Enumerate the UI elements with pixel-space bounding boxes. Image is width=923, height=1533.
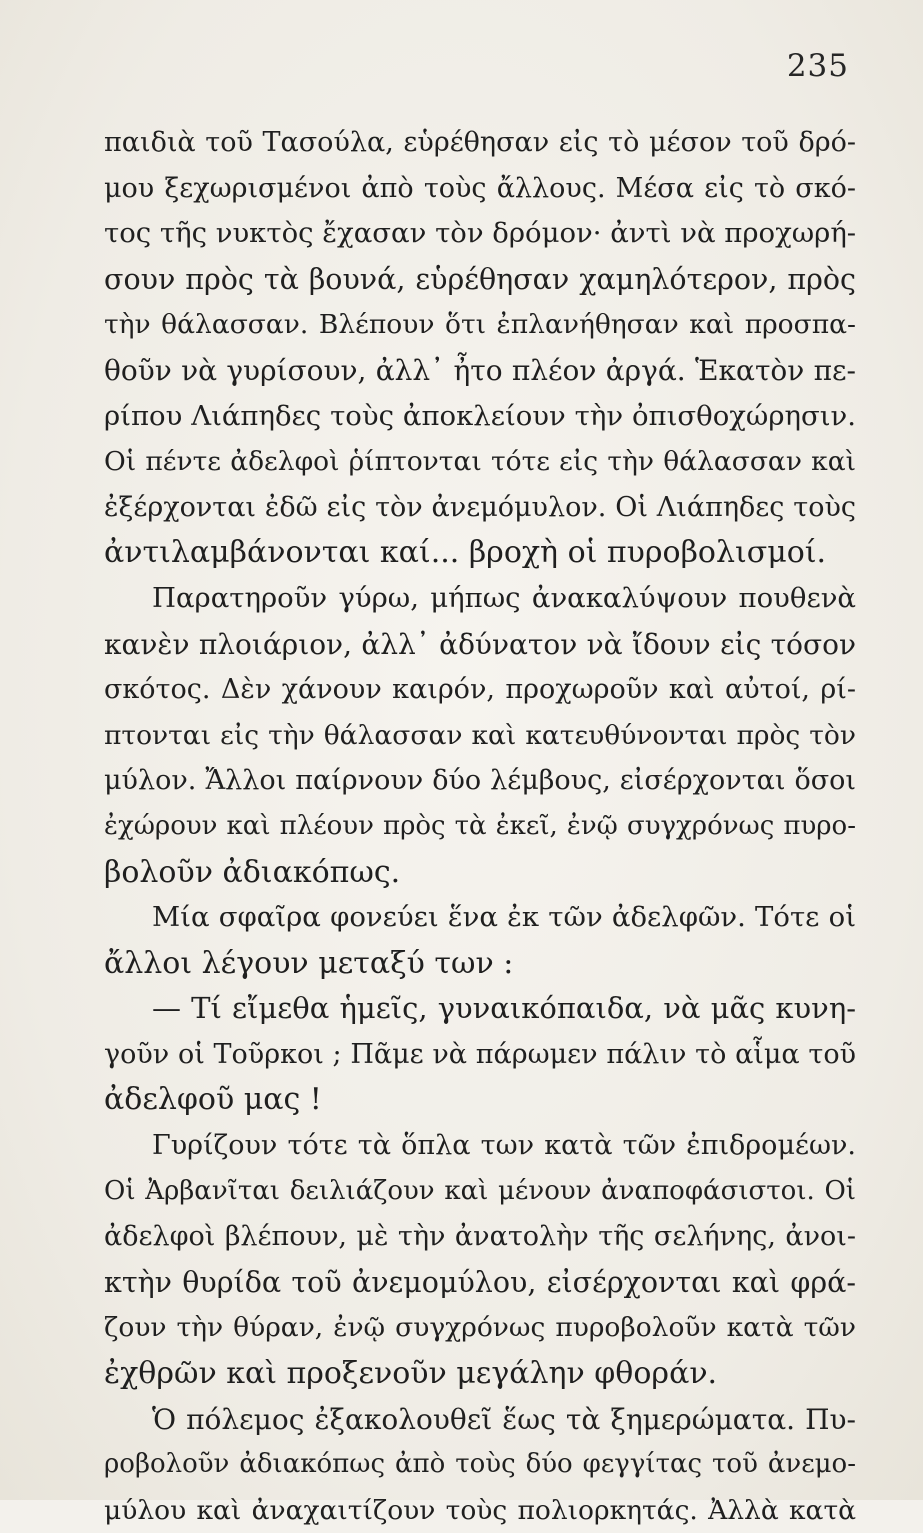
text-line: Παρατηροῦν γύρω, μήπως ἀνακαλύψουν πουθενὰ [152,581,856,614]
text-line: Μία σφαῖρα φονεύει ἕνα ἐκ τῶν ἀδελφῶν. Τότε οἱ [152,901,856,934]
text-line: ἐξέρχονται ἐδῶ εἰς τὸν ἀνεμόμυλον. Οἱ Λιάπηδες τοὺς [104,491,856,523]
text-line: τος τῆς νυκτὸς ἔχασαν τὸν δρόμον· ἀντὶ νὰ προχωρή- [104,217,857,250]
text-line: Ὁ πόλεμος ἐξακολουθεῖ ἕως τὰ ξημερώματα. Πυ- [152,1402,856,1436]
text-line: ἐχώρουν καὶ πλέουν πρὸς τὰ ἐκεῖ, ἐνῷ συγχρόνως πυρο- [104,810,856,841]
text-line: θοῦν νὰ γυρίσουν, ἀλλ᾽ ἦτο πλέον ἀργά. Ἑκατὸν πε- [104,353,856,387]
text-line: κτὴν θυρίδα τοῦ ἀνεμομύλου, εἰσέρχονται καὶ φρά- [104,1265,856,1299]
text-line: μου ξεχωρισμένοι ἀπὸ τοὺς ἄλλους. Μέσα εἰς τὸ σκό- [104,172,856,204]
text-line: ἀδελφοὶ βλέπουν, μὲ τὴν ἀνατολὴν τῆς σελήνης, ἀνοι- [104,1221,856,1253]
text-line: κανὲν πλοιάριον, ἀλλ᾽ ἀδύνατον νὰ ἴδουν εἰς τόσον [104,627,856,661]
text-line: ἀδελφοῦ μας ! [104,1082,322,1118]
text-line: σκότος. Δὲν χάνουν καιρόν, προχωροῦν καὶ αὐτοί, ρί- [104,674,856,706]
text-line: Οἱ Ἀρβανῖται δειλιάζουν καὶ μένουν ἀναποφάσιστοι. Οἱ [104,1175,856,1206]
text-line: σουν πρὸς τὰ βουνά, εὑρέθησαν χαμηλότερον, πρὸς [104,262,856,296]
text-line: ζουν τὴν θύραν, ἐνῷ συγχρόνως πυροβολοῦν κατὰ τῶν [104,1312,856,1344]
text-line: μύλον. Ἄλλοι παίρνουν δύο λέμβους, εἰσέρχονται ὅσοι [104,765,856,797]
text-line: ἀντιλαμβάνονται καί... βροχὴ οἱ πυροβολισμοί. [104,535,827,571]
text-line: τὴν θάλασσαν. Βλέπουν ὅτι ἐπλανήθησαν καὶ προσπα- [104,309,856,341]
body-text [104,120,856,1533]
text-line: ρίπου Λιάπηδες τοὺς ἀποκλείουν τὴν ὀπισθοχώρησιν. [104,399,856,432]
text-line: Οἱ πέντε ἀδελφοὶ ῥίπτονται τότε εἰς τὴν θάλασσαν καὶ [104,446,856,478]
text-line: παιδιὰ τοῦ Τασούλα, εὑρέθησαν εἰς τὸ μέσον τοῦ δρό- [104,127,856,158]
text-line: γοῦν οἱ Τοῦρκοι ; Πᾶμε νὰ πάρωμεν πάλιν τὸ αἷμα τοῦ [104,1038,856,1070]
text-line: μύλου καὶ ἀναχαιτίζουν τοὺς πολιορκητάς. Ἀλλὰ κατὰ [104,1494,856,1526]
text-line: ἄλλοι λέγουν μεταξύ των : [104,945,514,981]
text-line: Γυρίζουν τότε τὰ ὅπλα των κατὰ τῶν ἐπιδρομέων. [152,1130,856,1162]
dialogue-line: — Τί εἴμεθα ἡμεῖς, γυναικόπαιδα, νὰ μᾶς κυνη- [152,991,856,1026]
page-number: 235 [786,48,849,84]
text-line: πτονται εἰς τὴν θάλασσαν καὶ κατευθύνονται πρὸς τὸν [104,719,856,751]
text-line: ροβολοῦν ἀδιακόπως ἀπὸ τοὺς δύο φεγγίτας τοῦ ἀνεμο- [104,1449,856,1480]
text-line: ἐχθρῶν καὶ προξενοῦν μεγάλην φθοράν. [104,1356,718,1392]
text-line: βολοῦν ἀδιακόπως. [104,854,401,890]
